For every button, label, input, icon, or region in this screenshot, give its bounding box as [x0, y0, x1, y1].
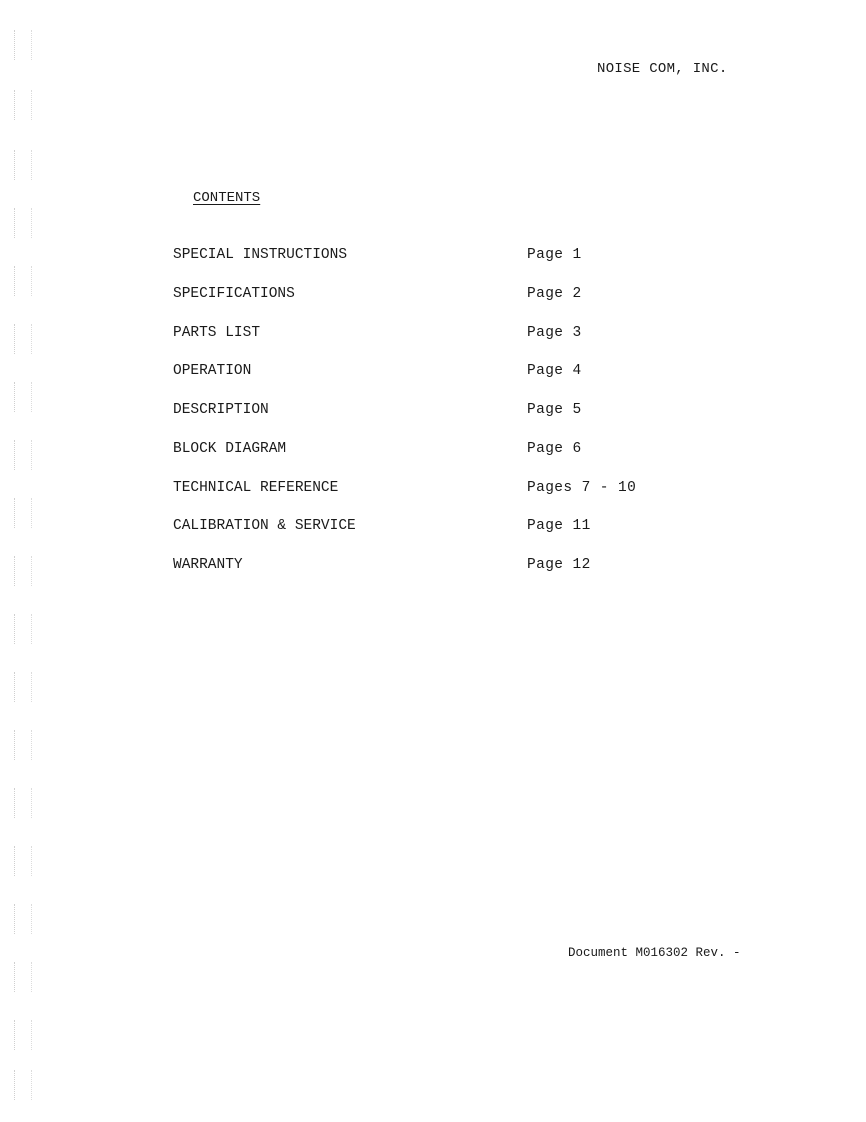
toc-entry-title: SPECIFICATIONS	[173, 285, 295, 302]
toc-entry-page: Page 12	[527, 557, 591, 573]
binder-edge-marks	[14, 30, 34, 1110]
toc-entry-title: PARTS LIST	[173, 324, 261, 341]
edge-mark	[14, 1020, 32, 1050]
edge-mark	[14, 150, 32, 180]
toc-entry	[173, 480, 733, 519]
toc-entry-page: Page 1	[527, 247, 582, 263]
toc-entry	[173, 286, 733, 325]
toc-entry-title: BLOCK DIAGRAM	[173, 440, 287, 457]
toc-entry-page: Page 4	[527, 363, 582, 380]
table-of-contents	[173, 247, 733, 596]
toc-entry-page: Page 11	[527, 518, 591, 535]
edge-mark	[14, 1070, 32, 1100]
edge-mark	[14, 846, 32, 876]
edge-mark	[14, 904, 32, 934]
edge-mark	[14, 730, 32, 760]
toc-entry-title: TECHNICAL REFERENCE	[173, 479, 339, 496]
edge-mark	[14, 324, 32, 354]
edge-mark	[14, 208, 32, 238]
edge-mark	[14, 962, 32, 992]
edge-mark	[14, 614, 32, 644]
edge-mark	[14, 672, 32, 702]
edge-mark	[14, 90, 32, 120]
toc-entry-title: CALIBRATION & SERVICE	[173, 518, 356, 535]
toc-entry	[173, 363, 733, 402]
toc-entry-title: OPERATION	[173, 363, 252, 380]
toc-entry	[173, 402, 733, 441]
toc-entry	[173, 557, 733, 596]
toc-entry-page: Page 2	[527, 285, 582, 302]
edge-mark	[14, 30, 32, 60]
company-name: NOISE COM, INC.	[597, 61, 728, 77]
toc-entry	[173, 247, 733, 286]
toc-entry-page: Page 6	[527, 440, 582, 457]
toc-entry-page: Pages 7 - 10	[527, 479, 637, 496]
document-id: Document M016302 Rev. -	[568, 946, 741, 960]
toc-entry	[173, 325, 733, 364]
toc-entry-page: Page 3	[527, 324, 582, 341]
edge-mark	[14, 498, 32, 528]
toc-entry-title: WARRANTY	[173, 557, 243, 573]
toc-entry-title: SPECIAL INSTRUCTIONS	[173, 247, 348, 263]
edge-mark	[14, 556, 32, 586]
edge-mark	[14, 788, 32, 818]
toc-entry	[173, 441, 733, 480]
edge-mark	[14, 440, 32, 470]
edge-mark	[14, 382, 32, 412]
edge-mark	[14, 266, 32, 296]
toc-entry-page: Page 5	[527, 402, 582, 418]
toc-entry-title: DESCRIPTION	[173, 402, 269, 418]
contents-heading: CONTENTS	[193, 190, 261, 206]
toc-entry	[173, 518, 733, 557]
